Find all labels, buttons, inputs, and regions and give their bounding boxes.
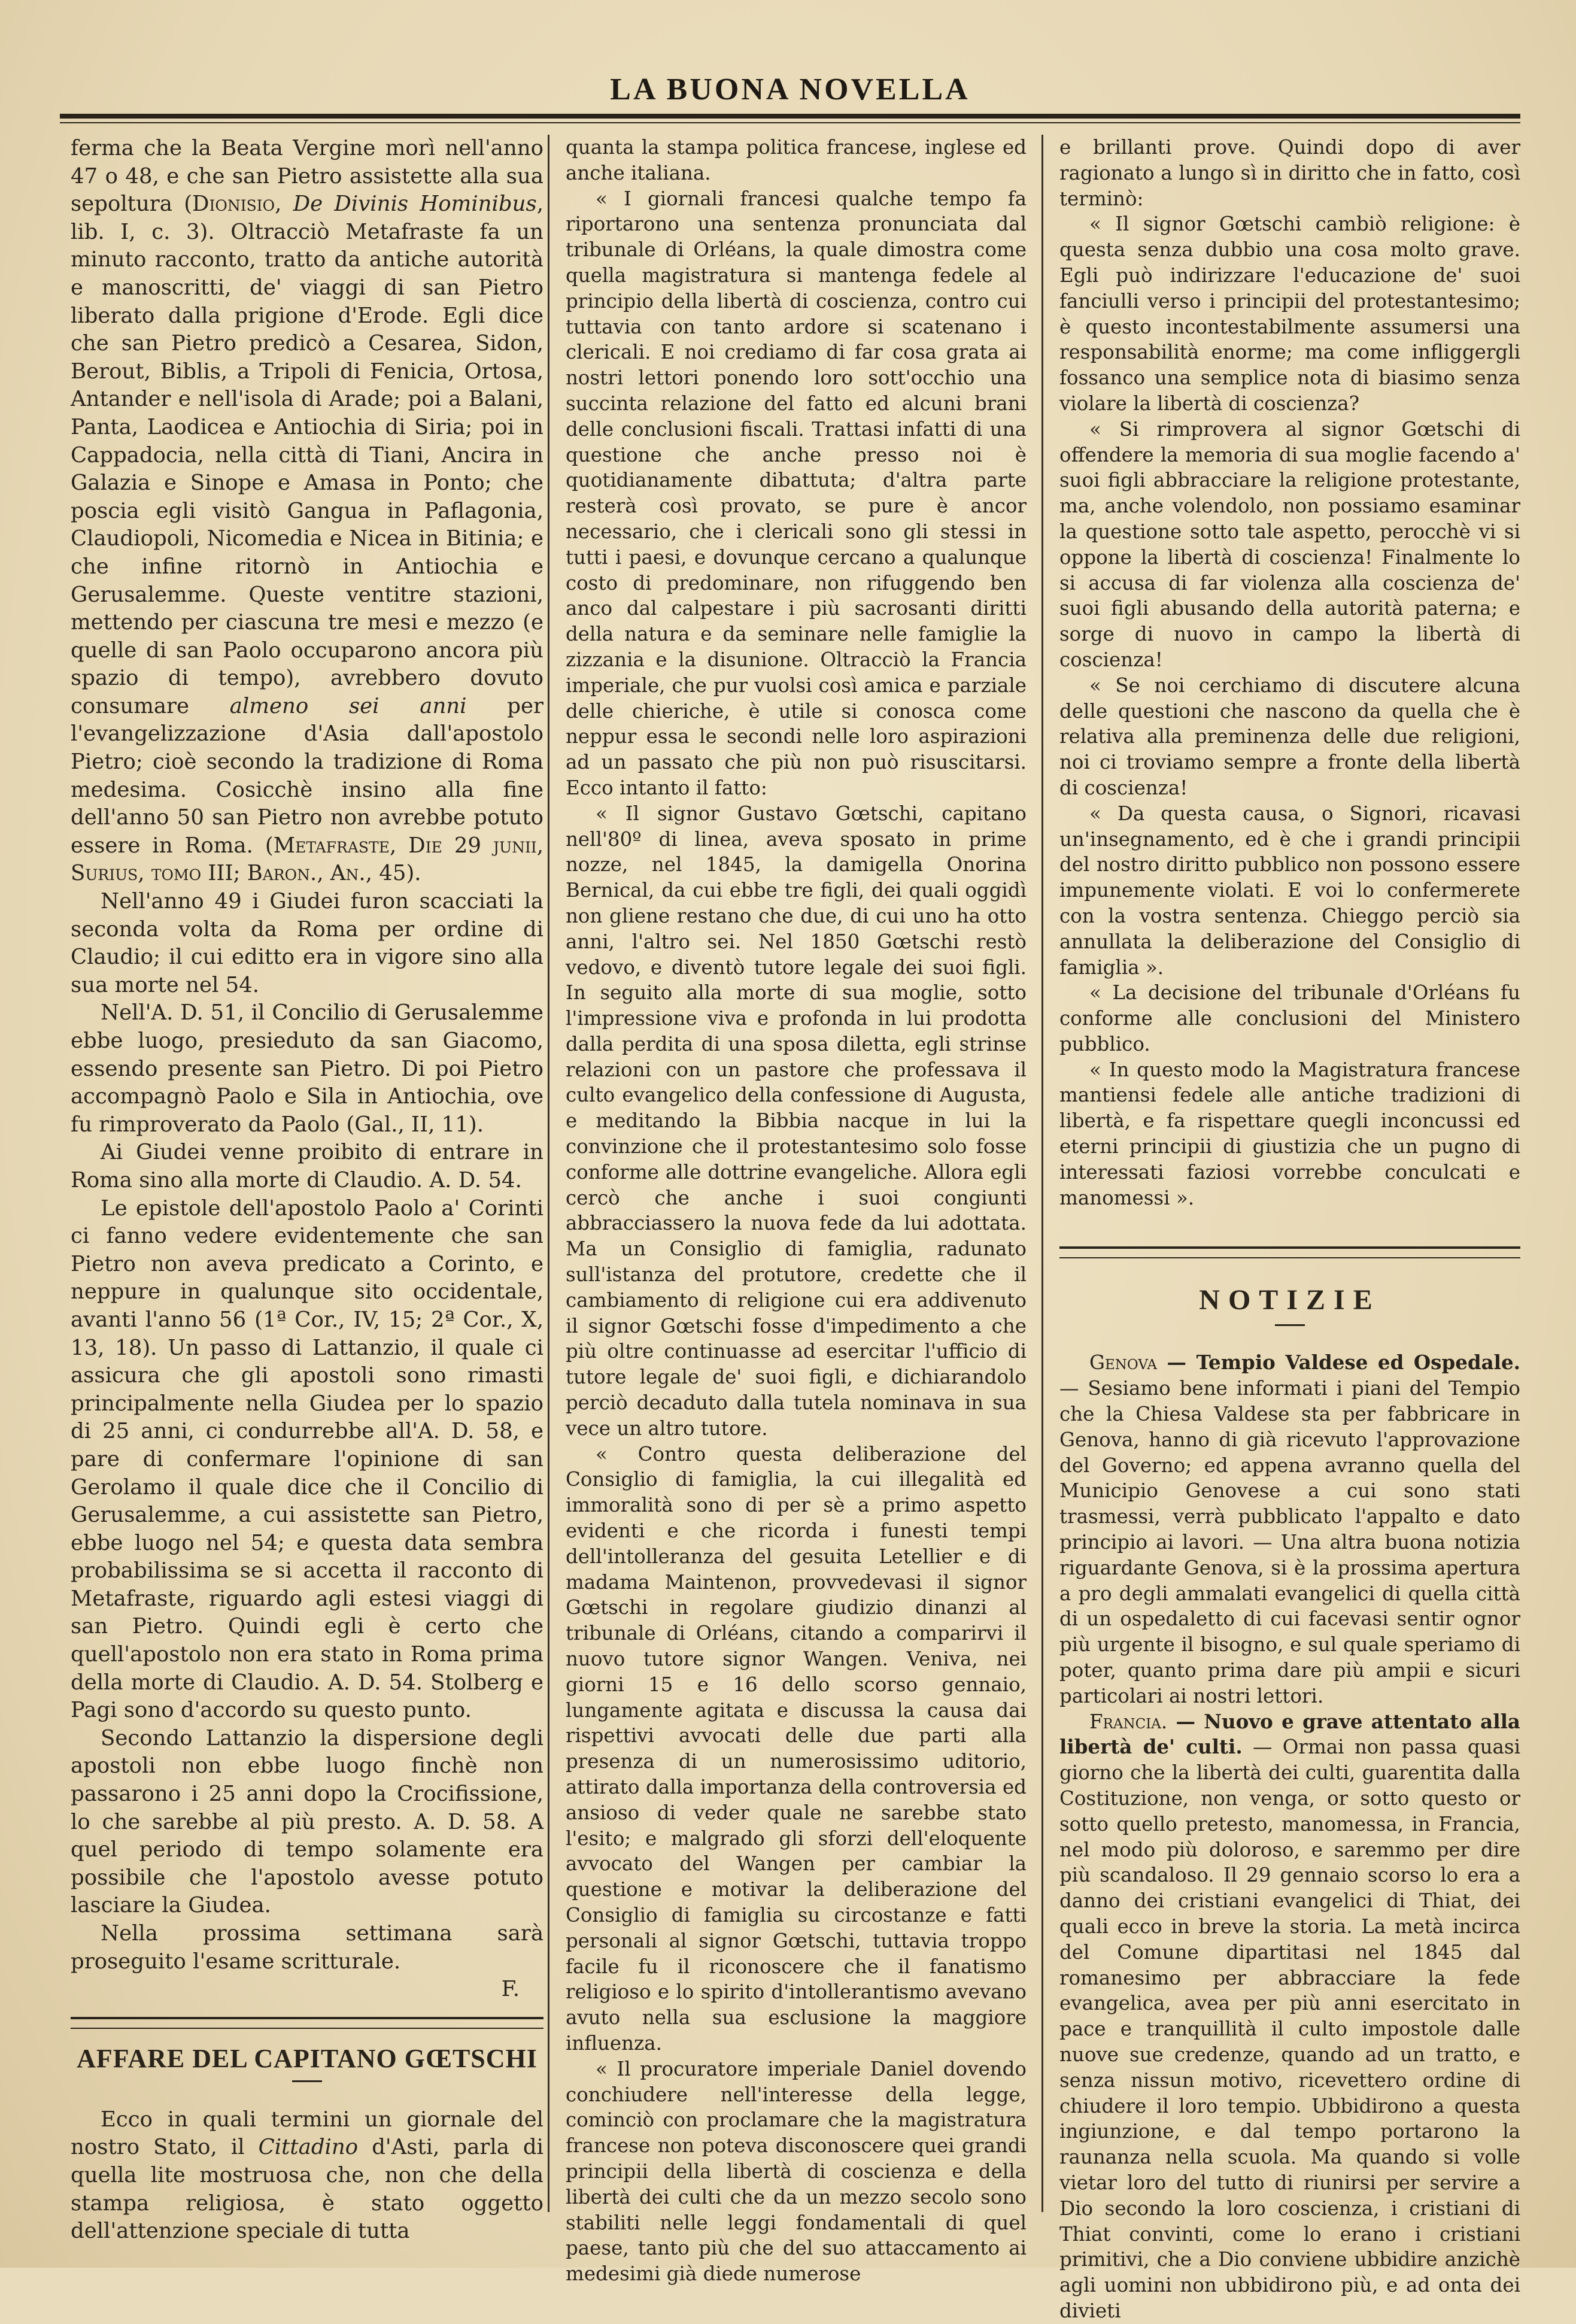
section-separator	[1059, 1246, 1520, 1258]
masthead	[66, 66, 1514, 114]
paragraph: Secondo Lattanzio la dispersione degli apostoli non ebbe luogo finchè non passarono i 25 anni dopo la Crocifissione, lo che sarebbe al più presto. A. D. 58. A quel periodo di tempo solamente era possibile che l'apostolo avesse potuto lasciare la Giudea.	[71, 1725, 543, 1918]
paragraph: « Si rimprovera al signor Gœtschi di offendere la memoria di sua moglie facendo a' suoi figli abbracciare la religione protestante, ma, anche volendolo, non possiamo esaminar la questione sotto tale aspetto, perocchè vi si oppone la libertà di coscienza! Finalmente lo si accusa di far violenza alla coscienza de' suoi figli abusando della autorità paterna; e sorge di nuovo in campo la libertà di coscienza!	[1059, 417, 1520, 671]
paragraph: « Il signor Gustavo Gœtschi, capitano nell'80º di linea, aveva sposato in prime nozze, nel 1845, la damigella Onorina Bernical, da cui ebbe tre figli, dei quali oggidì non gliene restano che due, di cui uno ha otto anni, l'altro sei. Nel 1850 Gœtschi restò vedovo, e diventò tutore legale dei suoi figli. In seguito alla morte di sua moglie, sotto l'impressione viva e profonda in lui prodotta dalla perdita di una sposa diletta, egli strinse relazioni con un pastore che professava il culto evangelico della confessione di Augusta, e meditando la Bibbia nacque in lui la convinzione che il protestantesimo solo fosse conforme alle dottrine evangeliche. Allora egli cercò che anche i suoi congiunti abbracciassero la nuova fede da lui adottata. Ma un Consiglio di famiglia, radunato sull'istanza del protutore, credette che il cambiamento di religione cui era addivenuto il signor Gœtschi fosse d'impedimento a che più oltre continuasse ad esercitar l'ufficio di tutore legale de' suoi figli, e dichiarandolo perciò decaduto dalla tutela nominava in sua vece un altro tutore.	[566, 802, 1027, 1440]
header-rule-thin	[60, 122, 1520, 123]
paragraph: « In questo modo la Magistratura francese mantiensi fedele alle antiche tradizioni di libertà, e fa rispettare quegli inconcussi ed eterni principii di giustizia che un pugno di interessati faziosi vorrebbe conculcati e manomessi ».	[1059, 1058, 1520, 1209]
column-divider-2	[1041, 135, 1043, 2212]
paragraph: quanta la stampa politica francese, inglese ed anche italiana.	[566, 136, 1027, 184]
paragraph: Ai Giudei venne proibito di entrare in Roma sino alla morte di Claudio. A. D. 54.	[71, 1140, 543, 1193]
section-separator	[71, 2017, 543, 2029]
paragraph: Nella prossima settimana sarà proseguito l'esame scritturale.	[71, 1921, 543, 1974]
column-3	[1059, 135, 1520, 2324]
newspaper-title: LA BUONA NOVELLA	[610, 72, 970, 107]
section-title: AFFARE DEL CAPITANO GŒTSCHI	[77, 2043, 538, 2073]
paragraph: « Contro questa deliberazione del Consiglio di famiglia, la cui illegalità ed immoralità sono di per sè a primo aspetto evidenti e che ricorda i funesti tempi dell'intolleranza del gesuita Letellier e di madama Maintenon, provvedevasi il signor Gœtschi in regolare giudizio dinanzi al tribunale di Orléans, citando a comparirvi il nuovo tutore signor Wangen. Veniva, nei giorni 15 e 16 dello scorso gennaio, lungamente agitata e discussa la causa dai rispettivi avvocati delle due parti alla presenza di un numerosissimo uditorio, attirato dalla importanza della controversia ed ansioso di veder quale ne sarebbe stato l'esito; e malgrado gli sforzi dell'eloquente avvocato del Wangen per cambiar la questione e motivar la deliberazione del Consiglio di famiglia su circostanze e fatti personali al signor Gœtschi, tuttavia troppo facile fu il riconoscere che il fanatismo religioso e lo spirito d'intollerantismo avevano avuto nella sua esclusione la maggiore influenza.	[566, 1442, 1027, 2055]
paragraph: e brillanti prove. Quindi dopo di aver ragionato a lungo sì in diritto che in fatto, così terminò:	[1059, 136, 1520, 210]
paragraph: « Se noi cerchiamo di discutere alcuna delle questioni che nascono da quella che è relativa alla preminenza delle due religioni, noi ci troviamo sempre a fronte della libertà di coscienza!	[1059, 673, 1520, 799]
paragraph: « La decisione del tribunale d'Orléans fu conforme alle conclusioni del Ministero pubblico.	[1059, 981, 1520, 1055]
paragraph: Ecco in quali termini un giornale del nostro Stato, il Cittadino d'Asti, parla di quella lite mostruosa che, non che della stampa religiosa, è stato oggetto dell'attenzione speciale di tutta	[71, 2107, 543, 2244]
news-item-francia: Francia. — Nuovo e grave attentato alla libertà de' culti. — Ormai non passa quasi giorno che la libertà dei culti, guarentita dalla Costituzione, non venga, or sotto questo or sotto quello pretesto, manomessa, in Francia, nel modo più doloroso, e saremmo per dire più scandaloso. Il 29 gennaio scorso lo era a danno dei cristiani evangelici di Thiat, dei quali ecco in breve la storia. La metà incirca del Comune dipartitasi nel 1845 dal romanesimo per abbracciare la fede evangelica, avea per più anni esercitato in pace e tranquillità il culto impostole dalle nuove sue credenze, quando ad un tratto, e senza nissun motivo, ricevettero ordine di chiudere il loro tempio. Ubbidirono a questa ingiunzione, e dal tempo portarono la raunanza nella scuola. Ma quando si volle vietar loro del tutto di riunirsi per servire a Dio secondo la loro coscienza, i cristiani di Thiat convinti, come lo erano i cristiani primitivi, che a Dio conviene ubbidire anzichè agli uomini non ubbidirono più, e ad onta dei divieti	[1059, 1709, 1520, 2322]
signature: F.	[501, 1977, 520, 2002]
paragraph: « Il procuratore imperiale Daniel dovendo conchiudere nell'interesse della legge, cominciò con proclamare che la magistratura francese non poteva disconoscere quei grandi principii della libertà di coscienza e della libertà dei culti che da un mezzo secolo sono stabiliti nelle leggi fondamentali di quel paese, tanto più che del suo attaccamento ai medesimi già diede numerose	[566, 2057, 1027, 2286]
column-divider-1	[548, 135, 549, 2212]
notizie-title: NOTIZIE	[1199, 1284, 1381, 1316]
paragraph: « I giornali francesi qualche tempo fa riportarono una sentenza pronunciata dal tribunale di Orléans, la quale dimostra come quella magistratura si mantenga fedele al principio della libertà di coscienza, contro cui tuttavia con tanto ardore si scatenano i clericali. E noi crediamo di far cosa grata ai nostri lettori ponendo loro sott'occhio una succinta relazione del fatto ed alcuni brani delle conclusioni fiscali. Trattasi infatti di una questione che anche presso noi è quotidianamente dibattuta; d'altra parte resterà così provato, se pure è ancor necessario, che i clericali sono gli stessi in tutti i paesi, e dovunque cercano a qualunque costo di predominare, non rifuggendo ben anco dal calpestare i più sacrosanti diritti della natura e da seminare nelle famiglie la zizzania e la disunione. Oltracciò la Francia imperiale, che pur vuolsi così amica e parziale delle chieriche, è utile si conosca come neppur essa le secondi nelle loro aspirazioni ad un passato che più non può risuscitarsi. Ecco intanto il fatto:	[566, 187, 1027, 799]
paragraph: ferma che la Beata Vergine morì nell'anno 47 o 48, e che san Pietro assistette alla sua sepoltura (Dionisio, De Divinis Hominibus, lib. I, c. 3). Oltracciò Metafraste fa un minuto racconto, tratto da antiche autorità e manoscritti, de' viaggi di san Pietro liberato dalla prigione d'Erode. Egli dice che san Pietro predicò a Cesarea, Sidon, Berout, Biblis, a Tripoli di Fenicia, Ortosa, Antander e nell'isola di Arade; poi a Balani, Panta, Laodicea e Antiochia di Siria; poi in Cappadocia, nella città di Tiani, Ancira in Galazia e Sinope e Amasa in Ponto; che poscia egli visitò Gangua in Paflagonia, Claudiopoli, Nicomedia e Nicea in Bitinia; e che infine ritornò in Antiochia e Gerusalemme. Queste ventitre stazioni, mettendo per ciascuna tre mesi e mezzo (e quelle di san Paolo occuparono ancora più spazio di tempo), avrebbero dovuto consumare almeno sei anni per l'evangelizzazione d'Asia dall'apostolo Pietro; cioè secondo la tradizione di Roma medesima. Cosicchè insino alla fine dell'anno 50 san Pietro non avrebbe potuto essere in Roma. (Metafraste, Die 29 junii, Surius, tomo III; Baron., An., 45).	[71, 136, 543, 886]
paragraph: Nell'A. D. 51, il Concilio di Gerusalemme ebbe luogo, presieduto da san Giacomo, essendo presente san Pietro. Di poi Pietro accompagnò Paolo e Sila in Antiochia, ove fu rimproverato da Paolo (Gal., II, 11).	[71, 1000, 543, 1137]
news-item-genova: Genova — Tempio Valdese ed Ospedale. — Sesiamo bene informati i piani del Tempio che la Chiesa Valdese sta per fabbricare in Genova, hanno di già ricevuto l'approvazione del Governo; ed appena avranno quella del Municipio Genovese a cui sono stati trasmessi, verrà pubblicato l'appalto e dato principio ai lavori. — Una altra buona notizia riguardante Genova, si è la prossima apertura a pro degli ammalati evangelici di quella città di un ospedaletto di cui facevasi sentir ognor più urgente il bisogno, e sul quale speriamo di poter, quanto prima dare più ampii e sicuri particolari ai nostri lettori.	[1059, 1351, 1520, 1707]
paragraph: Le epistole dell'apostolo Paolo a' Corinti ci fanno vedere evidentemente che san Pietro non aveva predicato a Corinto, e neppure in qualunque sito occidentale, avanti l'anno 56 (1ª Cor., IV, 15; 2ª Cor., X, 13, 18). Un passo di Lattanzio, il quale ci assicura che gli apostoli sono rimasti principalmente nella Giudea per lo spazio di 25 anni, ci condurrebbe all'A. D. 58, e pare di confermare l'opinione di san Gerolamo il quale dice che il Concilio di Gerusalemme, a cui assistette san Pietro, ebbe luogo nel 54; e questa data sembra probabilissima se si accetta il racconto di Metafraste, riguardo agli estesi viaggi di san Pietro. Quindi egli è certo che quell'apostolo non era stato in Roma prima della morte di Claudio. A. D. 54. Stolberg e Pagi sono d'accordo su questo punto.	[71, 1196, 543, 1723]
header-rule-thick	[60, 114, 1520, 119]
paragraph: « Da questa causa, o Signori, ricavasi un'insegnamento, ed è che i grandi principii del nostro diritto pubblico non possono essere impunemente violati. E voi lo confermerete con la vostra sentenza. Chieggo perciò sia annullata la deliberazione del Consiglio di famiglia ».	[1059, 802, 1520, 979]
paragraph: Nell'anno 49 i Giudei furon scacciati la seconda volta da Roma per ordine di Claudio; il cui editto era in vigore sino alla sua morte nel 54.	[71, 889, 543, 997]
title-dash	[292, 2080, 322, 2082]
column-1	[71, 135, 543, 2246]
paragraph: « Il signor Gœtschi cambiò religione: è questa senza dubbio una cosa molto grave. Egli può indirizzare l'educazione de' suoi fanciulli verso i principii del protestantesimo; è questo incontestabilmente assumersi una responsabilità enorme; ma come infliggergli fossanco una semplice nota di biasimo senza violare la libertà di coscienza?	[1059, 213, 1520, 415]
title-dash	[1275, 1324, 1305, 1326]
column-2	[566, 135, 1027, 2287]
